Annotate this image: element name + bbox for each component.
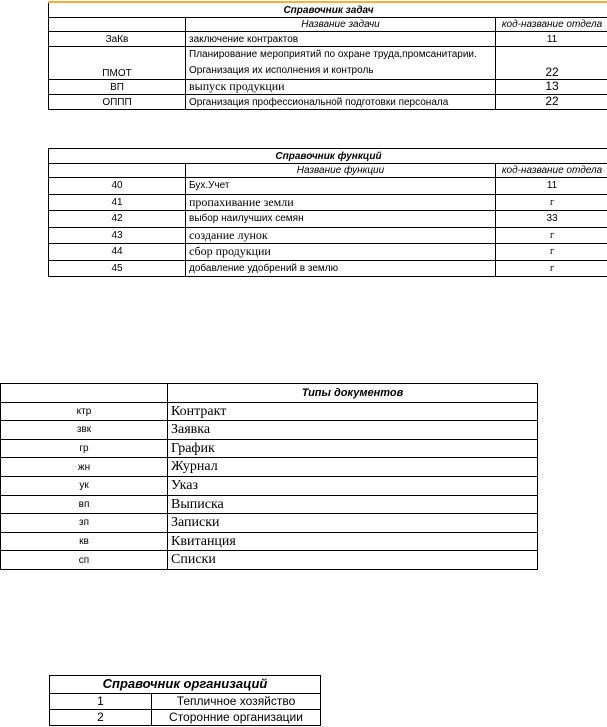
task-code: ЗаКв — [49, 32, 186, 47]
tasks-header-name: Название задачи — [186, 18, 496, 32]
document-types-title: Типы документов — [168, 384, 538, 403]
doc-type-name: Списки — [168, 551, 538, 570]
table-row — [1, 476, 538, 495]
doc-type-name: Квитанция — [168, 532, 538, 551]
task-name: выпуск продукции — [186, 80, 496, 95]
function-name: добавление удобрений в землю — [186, 260, 496, 277]
task-name-line: Планирование мероприятий по охране труда,промсанитарии. — [189, 49, 477, 60]
function-name: пропахивание земли — [186, 194, 496, 211]
task-name-line: Организация их исполнения и контроль — [189, 65, 374, 76]
tasks-header-code — [49, 18, 186, 32]
organizations-table — [49, 675, 321, 726]
function-dept: г — [496, 227, 607, 244]
functions-title-row — [49, 149, 607, 164]
table-row — [49, 260, 607, 277]
task-dept: 22 — [496, 95, 607, 110]
task-dept: 13 — [496, 80, 607, 95]
doc-type-code: сп — [1, 551, 168, 570]
organization-code: 2 — [50, 710, 152, 726]
function-name: создание лунок — [186, 227, 496, 244]
functions-header-name: Название функции — [186, 164, 496, 178]
task-code: ПМОТ — [49, 47, 186, 80]
function-name: сбор продукции — [186, 244, 496, 261]
functions-table — [48, 148, 607, 277]
task-name: Организация профессиональной подготовки персонала — [186, 95, 496, 110]
table-row — [1, 439, 538, 458]
table-row — [1, 458, 538, 477]
table-row — [49, 244, 607, 261]
tasks-header-row — [49, 18, 607, 32]
function-code: 43 — [49, 227, 186, 244]
function-dept: 11 — [496, 178, 607, 195]
organizations-title: Справочник организаций — [50, 676, 321, 694]
function-name: выбор наилучших семян — [186, 211, 496, 228]
table-row — [1, 495, 538, 514]
function-code: 41 — [49, 194, 186, 211]
doc-type-name: Выписка — [168, 495, 538, 514]
tasks-title: Справочник задач — [49, 2, 607, 18]
function-dept: г — [496, 244, 607, 261]
doc-type-code: кв — [1, 532, 168, 551]
document-types-table — [0, 383, 538, 570]
organization-name: Тепличное хозяйство — [152, 694, 321, 710]
functions-header-code — [49, 164, 186, 178]
function-name: Бух.Учет — [186, 178, 496, 195]
function-dept: г — [496, 260, 607, 277]
functions-header-row — [49, 164, 607, 178]
doc-type-name: Журнал — [168, 458, 538, 477]
doc-type-name: График — [168, 439, 538, 458]
function-code: 44 — [49, 244, 186, 261]
table-row — [49, 227, 607, 244]
organizations-title-row — [50, 676, 321, 694]
document-types-header-code — [1, 384, 168, 403]
table-row — [49, 194, 607, 211]
doc-type-name: Записки — [168, 514, 538, 533]
functions-header-dept: код-название отдела — [496, 164, 607, 178]
organization-name: Сторонние организации — [152, 710, 321, 726]
doc-type-name: Контракт — [168, 402, 538, 421]
table-row — [50, 710, 321, 726]
doc-type-code: звк — [1, 421, 168, 440]
table-row — [49, 47, 607, 80]
functions-title: Справочник функций — [49, 149, 607, 164]
doc-type-code: ук — [1, 476, 168, 495]
doc-type-code: зп — [1, 514, 168, 533]
table-row — [1, 532, 538, 551]
document-types-title-row — [1, 384, 538, 403]
task-code: ВП — [49, 80, 186, 95]
doc-type-name: Заявка — [168, 421, 538, 440]
table-row — [49, 95, 607, 110]
function-dept: г — [496, 194, 607, 211]
table-row — [49, 211, 607, 228]
function-code: 40 — [49, 178, 186, 195]
task-name — [186, 47, 496, 80]
tasks-title-row — [49, 2, 607, 18]
organization-code: 1 — [50, 694, 152, 710]
doc-type-code: ктр — [1, 402, 168, 421]
doc-type-code: жн — [1, 458, 168, 477]
tasks-header-dept: код-название отдела — [496, 18, 607, 32]
table-row — [49, 80, 607, 95]
doc-type-code: гр — [1, 439, 168, 458]
function-code: 45 — [49, 260, 186, 277]
task-code: ОППП — [49, 95, 186, 110]
function-dept: 33 — [496, 211, 607, 228]
function-code: 42 — [49, 211, 186, 228]
table-row — [1, 421, 538, 440]
tasks-table — [48, 1, 607, 110]
table-row — [1, 514, 538, 533]
table-row — [49, 32, 607, 47]
table-row — [49, 178, 607, 195]
task-name: заключение контрактов — [186, 32, 496, 47]
doc-type-code: вп — [1, 495, 168, 514]
table-row — [1, 551, 538, 570]
task-dept: 22 — [496, 47, 607, 80]
task-dept: 11 — [496, 32, 607, 47]
doc-type-name: Указ — [168, 476, 538, 495]
table-row — [1, 402, 538, 421]
table-row — [50, 694, 321, 710]
